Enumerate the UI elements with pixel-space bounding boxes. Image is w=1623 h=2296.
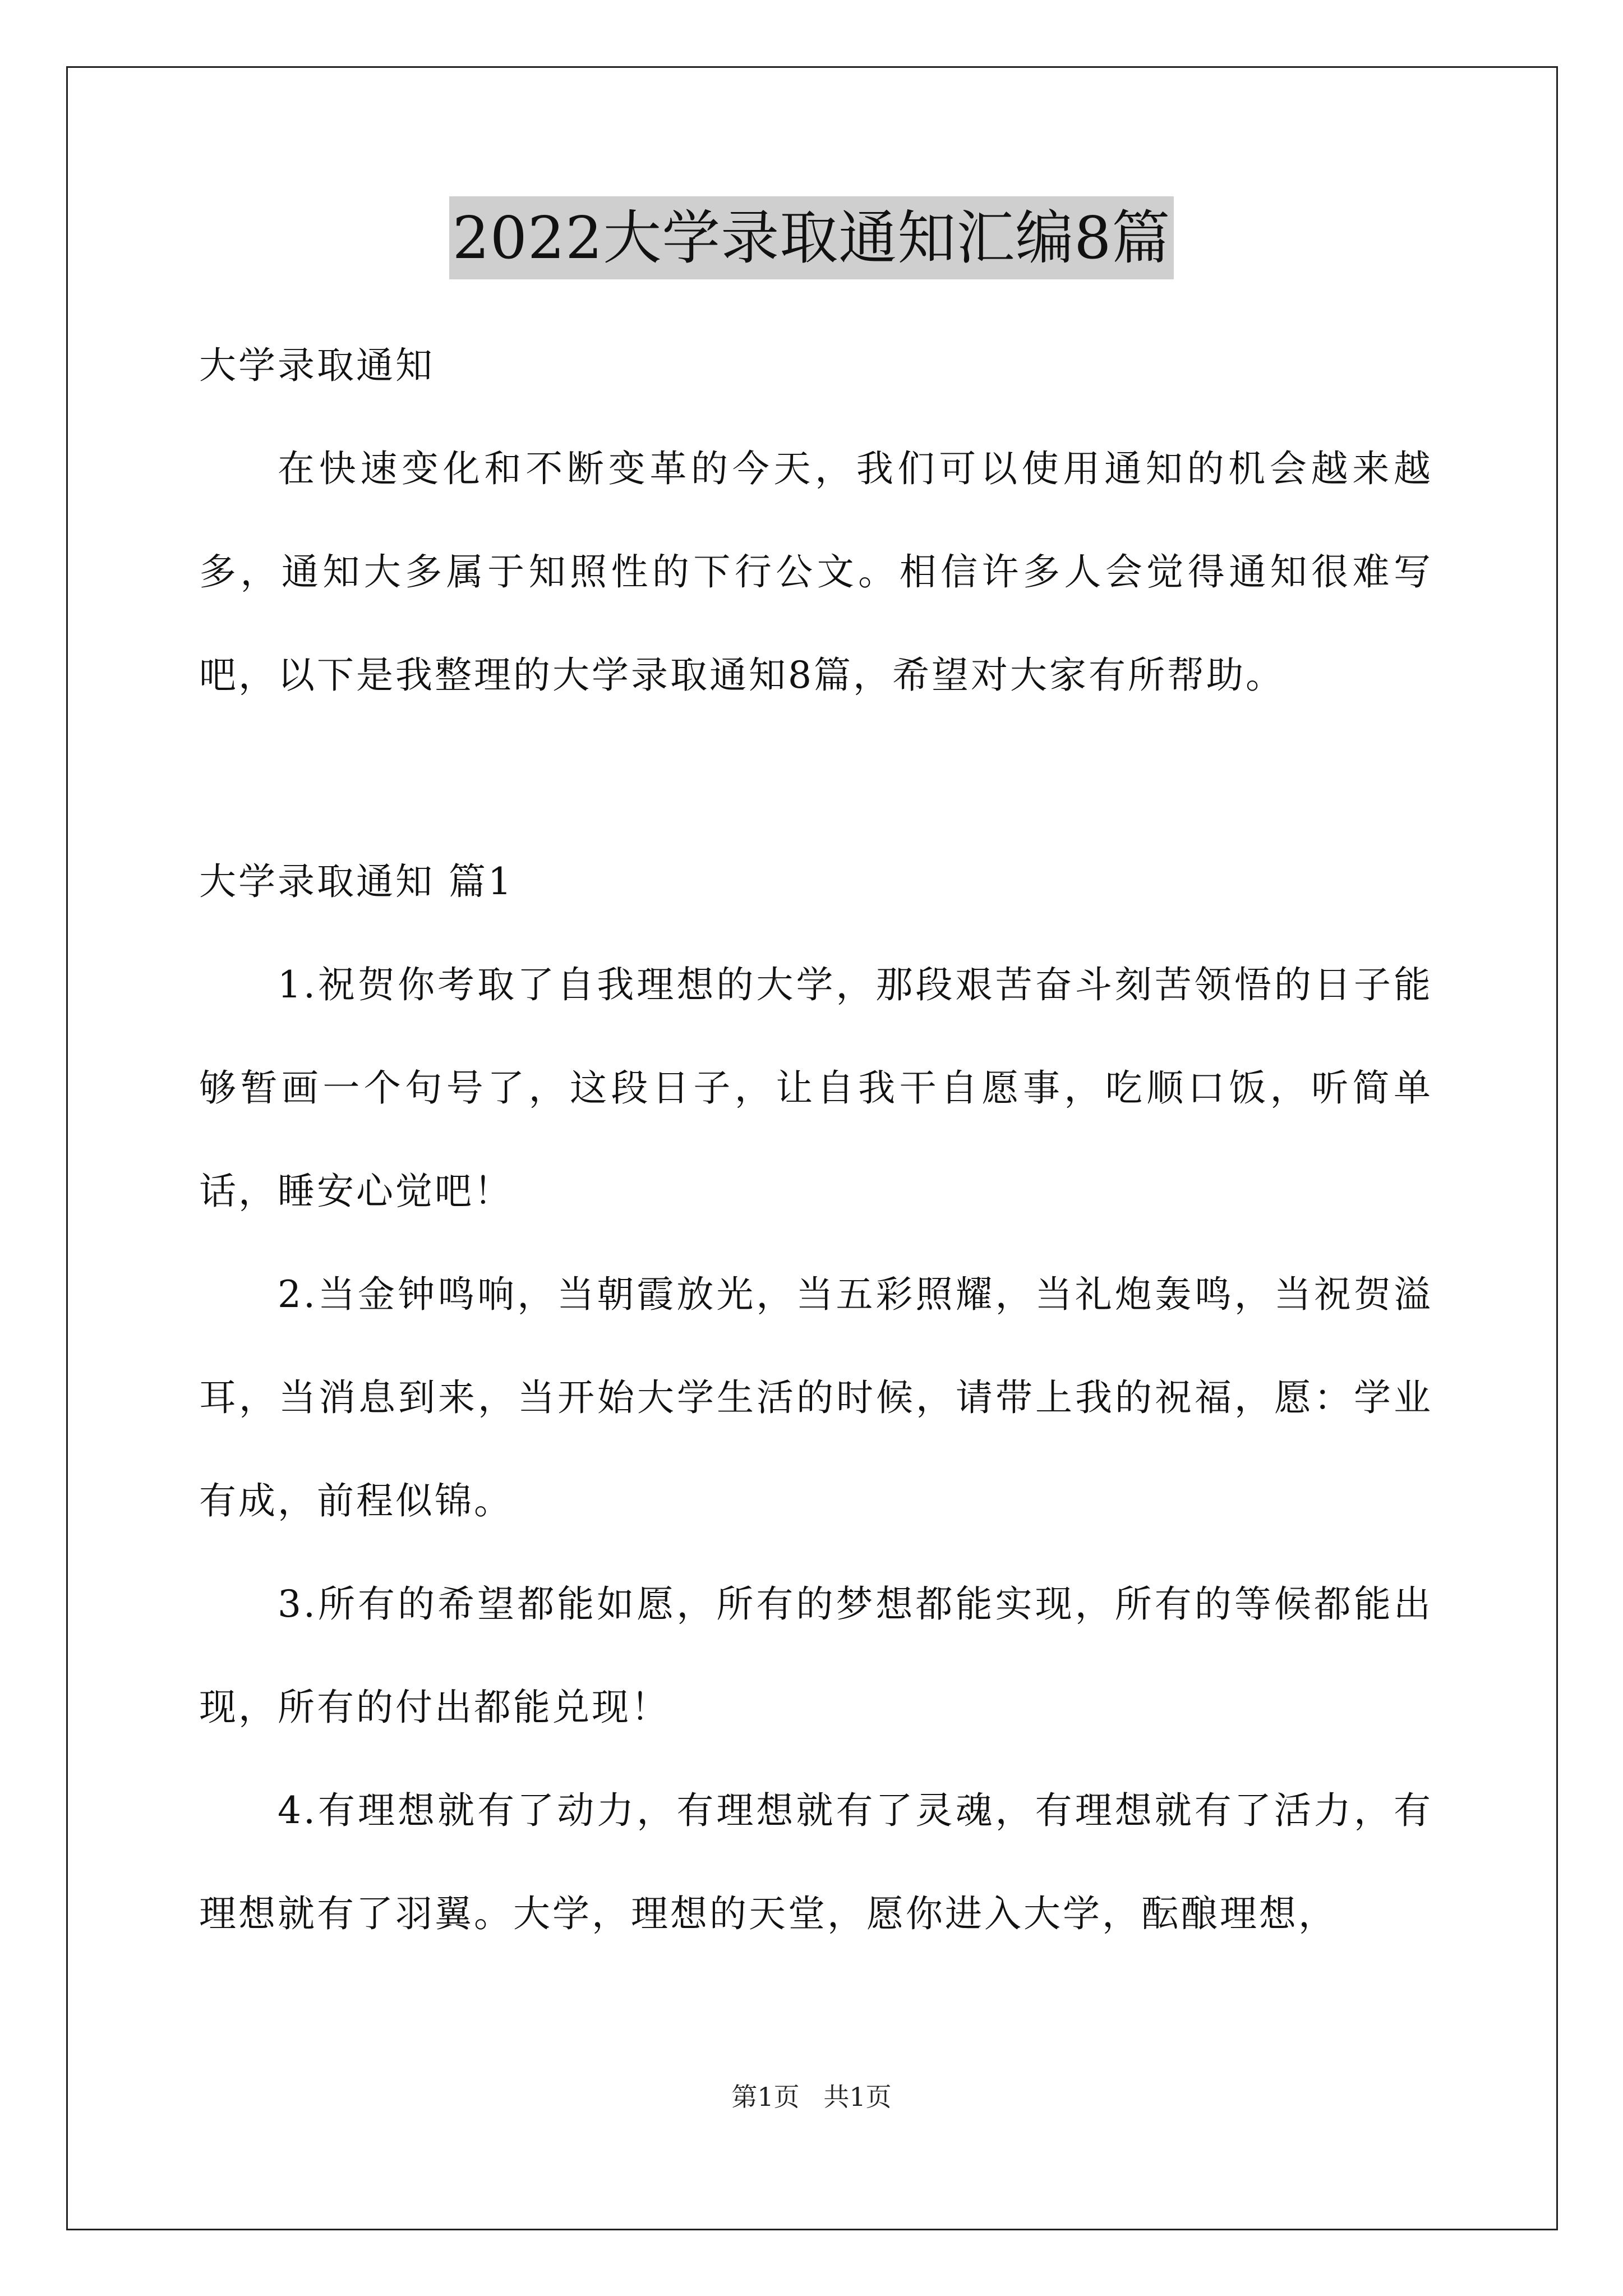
intro-paragraph: 在快速变化和不断变革的今天，我们可以使用通知的机会越来越多，通知大多属于知照性的下行公文。相信许多人会觉得通知很难写吧，以下是我整理的大学录取通知8篇，希望对大家有所帮助。	[199, 447, 1433, 697]
spacer	[199, 727, 1433, 830]
document-title: 2022大学录取通知汇编8篇	[449, 196, 1174, 279]
intro-heading: 大学录取通知	[199, 344, 435, 387]
list-item-1: 1.祝贺你考取了自我理想的大学，那段艰苦奋斗刻苦领悟的日子能够暂画一个句号了，这段日子，让自我干自愿事，吃顺口饭，听简单话，睡安心觉吧！	[199, 963, 1433, 1213]
title-container	[0, 196, 1623, 279]
section-heading-1: 大学录取通知 篇1	[199, 860, 514, 903]
page-footer	[0, 2080, 1623, 2114]
list-item-2: 2.当金钟鸣响，当朝霞放光，当五彩照耀，当礼炮轰鸣，当祝贺溢耳，当消息到来，当开始大学生活的时候，请带上我的祝福，愿：学业有成，前程似锦。	[199, 1273, 1433, 1522]
list-item-3: 3.所有的希望都能如愿，所有的梦想都能实现，所有的等候都能出现，所有的付出都能兑现！	[199, 1582, 1433, 1729]
document-body	[199, 314, 1433, 1966]
page-total: 共1页	[823, 2082, 892, 2112]
page-number: 第1页	[731, 2082, 800, 2112]
list-item-4: 4.有理想就有了动力，有理想就有了灵魂，有理想就有了活力，有理想就有了羽翼。大学，理想的天堂，愿你进入大学，酝酿理想，	[199, 1789, 1433, 1935]
